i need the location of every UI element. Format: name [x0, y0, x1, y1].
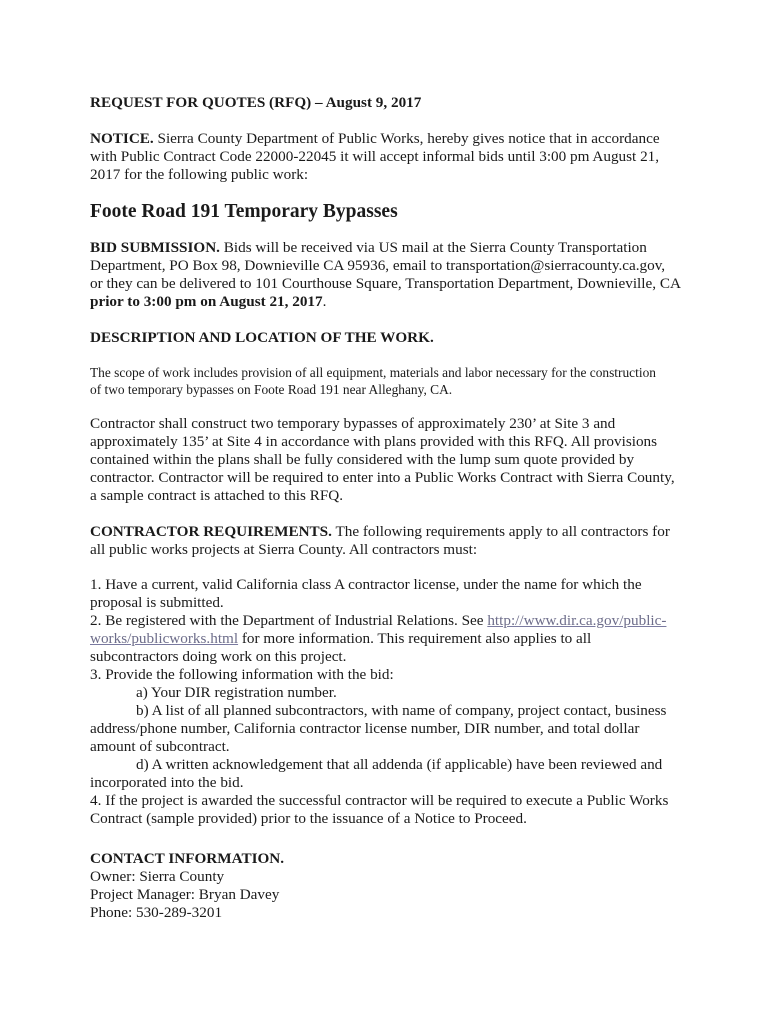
contact-heading: CONTACT INFORMATION. — [90, 850, 285, 867]
notice-text-3: 2017 for the following public work: — [90, 166, 309, 183]
rfq-header — [90, 94, 690, 112]
dir-link-part-2[interactable]: works/publicworks.html — [90, 630, 239, 647]
scope-paragraph — [90, 364, 690, 398]
requirements-text-2: all public works projects at Sierra County. All contractors must: — [90, 541, 478, 558]
requirements-intro — [90, 523, 690, 559]
requirements-label: CONTRACTOR REQUIREMENTS. — [90, 523, 332, 540]
notice-label: NOTICE. — [90, 130, 154, 147]
scope-text-2: of two temporary bypasses on Foote Road 191 near Alleghany, CA. — [90, 382, 453, 397]
description-heading — [90, 329, 690, 347]
contact-manager: Project Manager: Bryan Davey — [90, 886, 280, 903]
bid-text-2: Department, PO Box 98, Downieville CA 95936, email to transportation@sierracounty.ca.gov, — [90, 257, 666, 274]
requirements-text-1: The following requirements apply to all contractors for — [331, 523, 670, 540]
scope-text-1: The scope of work includes provision of all equipment, materials and labor necessary for the construction — [90, 365, 656, 380]
construction-text-4: contractor. Contractor will be required to enter into a Public Works Contract with Sierra County, — [90, 469, 675, 486]
project-title: Foote Road 191 Temporary Bypasses — [90, 201, 398, 222]
construction-text-2: approximately 135’ at Site 4 in accordance with plans provided with this RFQ. All provisions — [90, 433, 658, 450]
bid-submission-paragraph — [90, 239, 690, 311]
notice-text-1: Sierra County Department of Public Works, hereby gives notice that in accordance — [153, 130, 660, 147]
requirement-3b-text-1: b) A list of all planned subcontractors, with name of company, project contact, business — [136, 702, 667, 719]
requirement-2-text-1: 2. Be registered with the Department of Industrial Relations. See — [90, 612, 488, 629]
notice-text-2: with Public Contract Code 22000-22045 it will accept informal bids until 3:00 pm August 21, — [90, 148, 660, 165]
construction-text-1: Contractor shall construct two temporary bypasses of approximately 230’ at Site 3 and — [90, 415, 616, 432]
requirement-3d-text-1: d) A written acknowledgement that all addenda (if applicable) have been reviewed and — [136, 756, 663, 773]
dir-link-part-1[interactable]: http://www.dir.ca.gov/public- — [487, 612, 667, 629]
description-heading-text: DESCRIPTION AND LOCATION OF THE WORK. — [90, 329, 434, 346]
requirement-3d-text-2: incorporated into the bid. — [90, 774, 244, 791]
construction-text-5: a sample contract is attached to this RFQ. — [90, 487, 344, 504]
bid-text-1: Bids will be received via US mail at the Sierra County Transportation — [219, 239, 647, 256]
bid-text-3: or they can be delivered to 101 Courthouse Square, Transportation Department, Downieville, CA — [90, 275, 681, 292]
requirement-3a-text: a) Your DIR registration number. — [136, 684, 337, 701]
requirement-4-text-2: Contract (sample provided) prior to the issuance of a Notice to Proceed. — [90, 810, 527, 827]
requirements-list — [90, 576, 690, 828]
construction-text-3: contained within the plans shall be fully considered with the lump sum quote provided by — [90, 451, 635, 468]
requirement-3-text: 3. Provide the following information with the bid: — [90, 666, 394, 683]
requirement-3b-text-2: address/phone number, California contractor license number, DIR number, and total dollar — [90, 720, 640, 737]
requirement-2-text-2: for more information. This requirement also applies to all — [238, 630, 592, 647]
requirement-1-text-1: 1. Have a current, valid California class A contractor license, under the name for which the — [90, 576, 642, 593]
contact-phone: Phone: 530-289-3201 — [90, 904, 223, 921]
requirement-2-text-3: subcontractors doing work on this project. — [90, 648, 347, 665]
construction-paragraph — [90, 415, 690, 505]
bid-submission-label: BID SUBMISSION. — [90, 239, 220, 256]
rfq-header-text: REQUEST FOR QUOTES (RFQ) – August 9, 2017 — [90, 94, 422, 111]
contact-owner: Owner: Sierra County — [90, 868, 225, 885]
requirement-1-text-2: proposal is submitted. — [90, 594, 224, 611]
contact-section — [90, 850, 690, 922]
requirement-3b-text-3: amount of subcontract. — [90, 738, 230, 755]
notice-paragraph — [90, 130, 690, 184]
bid-deadline: prior to 3:00 pm on August 21, 2017 — [90, 293, 323, 310]
requirement-4-text-1: 4. If the project is awarded the successful contractor will be required to execute a Public Works — [90, 792, 669, 809]
bid-text-end: . — [322, 293, 327, 310]
